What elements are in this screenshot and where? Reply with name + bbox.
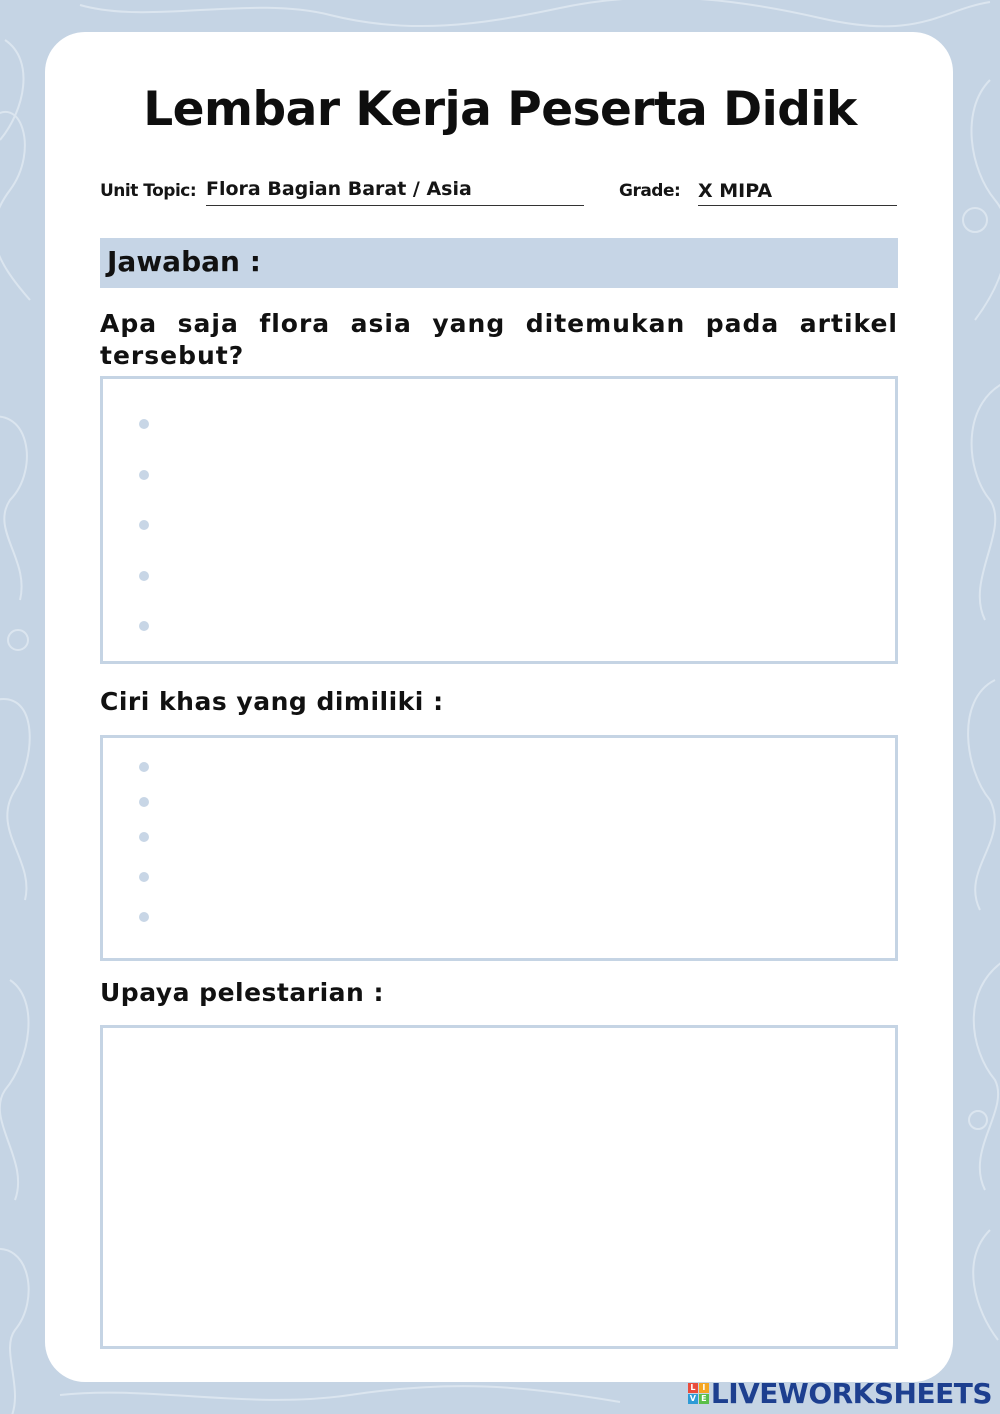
- liveworksheets-logo-icon: L I V E: [688, 1383, 709, 1404]
- answer-box-3[interactable]: [100, 1025, 898, 1349]
- answer-section-heading: Jawaban :: [107, 245, 261, 278]
- grade-underline: [698, 205, 897, 206]
- bullet-point: [139, 621, 149, 631]
- unit-topic-underline: [206, 205, 584, 206]
- question-1: Apa saja flora asia yang ditemukan pada artikel tersebut?: [100, 309, 898, 370]
- bullet-point: [139, 419, 149, 429]
- question-3: Upaya pelestarian :: [100, 978, 385, 1007]
- bullet-point: [139, 571, 149, 581]
- unit-topic-label: Unit Topic:: [100, 181, 197, 201]
- bullet-point: [139, 872, 149, 882]
- unit-topic-value: Flora Bagian Barat / Asia: [206, 178, 472, 200]
- watermark-text: LIVEWORKSHEETS: [710, 1377, 992, 1410]
- bullet-point: [139, 912, 149, 922]
- grade-value: X MIPA: [698, 180, 773, 202]
- bullet-point: [139, 762, 149, 772]
- answer-box-2[interactable]: [100, 735, 898, 961]
- answer-box-1[interactable]: [100, 376, 898, 664]
- grade-label: Grade:: [619, 181, 681, 201]
- bullet-point: [139, 797, 149, 807]
- page-title: Lembar Kerja Peserta Didik: [143, 82, 857, 137]
- bullet-point: [139, 832, 149, 842]
- bullet-point: [139, 470, 149, 480]
- liveworksheets-watermark[interactable]: [688, 1377, 992, 1410]
- bullet-point: [139, 520, 149, 530]
- answer-section-header: [100, 238, 898, 288]
- question-2: Ciri khas yang dimiliki :: [100, 687, 444, 716]
